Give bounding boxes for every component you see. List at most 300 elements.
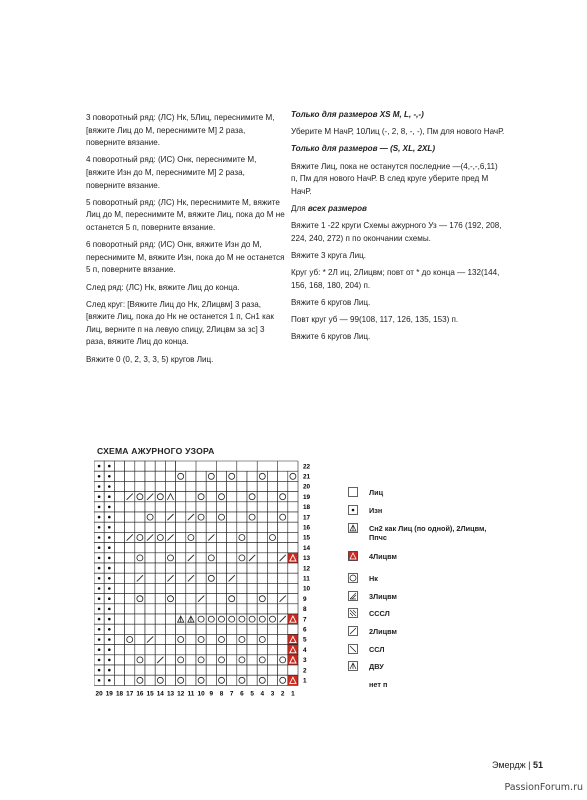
square-dot-icon: [348, 505, 358, 515]
chart-cell: [94, 502, 104, 512]
legend-label: Сн2 как Лиц (по одной), 2Лицвм, Ппчс: [369, 524, 487, 542]
chart-cell: [104, 614, 114, 624]
chart-cell: [267, 481, 277, 491]
chart-cell: [227, 573, 237, 583]
chart-cell: [155, 543, 165, 553]
chart-cell: [94, 655, 104, 665]
chart-cell: [278, 481, 288, 491]
chart-cell: [247, 675, 257, 685]
chart-cell: [227, 583, 237, 593]
chart-cell: [196, 481, 206, 491]
column-label: 9: [209, 690, 214, 698]
chart-cell: [125, 675, 135, 685]
chart-cell: [176, 634, 186, 644]
chart-cell: [237, 512, 247, 522]
chart-cell: [267, 594, 277, 604]
row-label: 8: [303, 606, 307, 614]
chart-cell: [145, 604, 155, 614]
chart-cell: [94, 553, 104, 563]
chart-cell: [155, 655, 165, 665]
chart-cell: [257, 665, 267, 675]
chart-cell: [155, 492, 165, 502]
chart-cell: [155, 594, 165, 604]
chart-cell: [114, 522, 124, 532]
chart-cell: [278, 573, 288, 583]
chart-cell: [114, 471, 124, 481]
chart-cell: [165, 634, 175, 644]
legend-label: Нк: [369, 574, 378, 583]
chart-cell: [278, 512, 288, 522]
chart-cell: [176, 645, 186, 655]
chart-cell: [186, 614, 196, 624]
chart-cell: [125, 481, 135, 491]
chart-cell: [104, 594, 114, 604]
chart-cell: [247, 553, 257, 563]
chart-cell: [288, 675, 298, 685]
chart-cell: [196, 614, 206, 624]
chart-cell: [165, 522, 175, 532]
chart-cell: [125, 655, 135, 665]
row-label: 18: [303, 504, 311, 512]
chart-cell: [278, 675, 288, 685]
chart-cell: [135, 471, 145, 481]
chart-cell: [227, 522, 237, 532]
chart-cell: [135, 573, 145, 583]
chart-cell: [216, 634, 226, 644]
lace-pattern-chart: [94, 458, 322, 706]
chart-cell: [145, 461, 155, 471]
chart-cell: [206, 471, 216, 481]
chart-cell: [176, 512, 186, 522]
chart-cell: [206, 502, 216, 512]
column-label: 17: [126, 690, 134, 698]
chart-cell: [125, 492, 135, 502]
chart-cell: [125, 645, 135, 655]
chart-cell: [104, 573, 114, 583]
chart-cell: [196, 624, 206, 634]
chart-cell: [216, 563, 226, 573]
chart-cell: [176, 492, 186, 502]
column-label: 5: [250, 690, 254, 698]
chart-cell: [114, 665, 124, 675]
chart-cell: [278, 471, 288, 481]
chart-cell: [267, 645, 277, 655]
dvu-icon: [348, 661, 358, 671]
chart-cell: [288, 634, 298, 644]
chart-cell: [206, 512, 216, 522]
row-label: 15: [303, 534, 311, 542]
chart-cell: [135, 522, 145, 532]
chart-cell: [186, 471, 196, 481]
column-label: 3: [270, 690, 275, 698]
chart-cell: [104, 543, 114, 553]
legend-label: 4Лицвм: [369, 552, 397, 561]
chart-cell: [165, 502, 175, 512]
chart-cell: [135, 532, 145, 542]
chart-cell: [267, 512, 277, 522]
chart-cell: [267, 655, 277, 665]
chart-cell: [176, 583, 186, 593]
chart-cell: [237, 675, 247, 685]
chart-cell: [216, 675, 226, 685]
section-heading: Только для размеров XS M, L, -,-): [291, 110, 424, 119]
chart-cell: [267, 665, 277, 675]
chart-cell: [257, 543, 267, 553]
chart-cell: [196, 604, 206, 614]
triangle-red-icon: [348, 551, 358, 561]
chart-cell: [288, 543, 298, 553]
chart-cell: [145, 573, 155, 583]
chart-cell: [104, 655, 114, 665]
row-label: 7: [303, 616, 307, 624]
chart-cell: [257, 655, 267, 665]
chart-cell: [104, 492, 114, 502]
chart-cell: [247, 573, 257, 583]
chart-cell: [247, 522, 257, 532]
chart-cell: [196, 594, 206, 604]
chart-cell: [104, 461, 114, 471]
chart-cell: [227, 481, 237, 491]
paragraph: Круг уб: * 2Л иц, 2Лицвм; повт от * до конца — 132(144, 156, 168, 180, 204) п.: [291, 268, 500, 290]
chart-cell: [216, 645, 226, 655]
chart-cell: [237, 553, 247, 563]
chart-cell: [227, 471, 237, 481]
chart-cell: [278, 594, 288, 604]
chart-cell: [206, 655, 216, 665]
chart-cell: [257, 634, 267, 644]
chart-cell: [165, 512, 175, 522]
chart-cell: [257, 502, 267, 512]
chart-cell: [206, 665, 216, 675]
chart-cell: [104, 522, 114, 532]
chart-cell: [176, 553, 186, 563]
heading-emphasis: всех размеров: [307, 203, 367, 213]
chart-cell: [186, 543, 196, 553]
chart-cell: [145, 614, 155, 624]
chart-cell: [206, 583, 216, 593]
chart-cell: [135, 502, 145, 512]
paragraph: 5 поворотный ряд: (ЛС) Нк, переснимите М, вяжите Лиц до М, переснимите М, вяжите Лиц, пока до М не останется 5 п, поверните вязание.: [86, 197, 285, 232]
chart-cell: [237, 634, 247, 644]
chart-title: СХЕМА АЖУРНОГО УЗОРА: [97, 446, 215, 456]
chart-cell: [94, 461, 104, 471]
paragraph: Вяжите 6 кругов Лиц.: [291, 297, 371, 307]
chart-cell: [216, 624, 226, 634]
chart-cell: [257, 471, 267, 481]
chart-cell: [237, 645, 247, 655]
chart-cell: [288, 492, 298, 502]
chart-cell: [237, 481, 247, 491]
chart-cell: [227, 665, 237, 675]
triangle-outline-icon: [348, 523, 358, 533]
chart-cell: [155, 471, 165, 481]
column-label: 11: [187, 690, 195, 698]
legend-label: ДВУ: [369, 662, 384, 671]
row-label: 2: [303, 667, 307, 675]
chart-cell: [155, 583, 165, 593]
chart-cell: [125, 522, 135, 532]
chart-cell: [216, 502, 226, 512]
chart-cell: [114, 594, 124, 604]
chart-cell: [135, 583, 145, 593]
chart-cell: [216, 553, 226, 563]
chart-cell: [257, 583, 267, 593]
chart-cell: [176, 665, 186, 675]
chart-cell: [288, 655, 298, 665]
chart-cell: [196, 573, 206, 583]
chart-cell: [114, 614, 124, 624]
chart-cell: [125, 553, 135, 563]
chart-cell: [186, 604, 196, 614]
chart-cell: [267, 492, 277, 502]
chart-cell: [114, 655, 124, 665]
chart-cell: [135, 645, 145, 655]
watermark: PassionForum.ru: [504, 782, 583, 793]
chart-cell: [125, 471, 135, 481]
chart-cell: [145, 624, 155, 634]
chart-cell: [104, 675, 114, 685]
chart-cell: [145, 532, 155, 542]
chart-cell: [288, 471, 298, 481]
row-label: 9: [303, 595, 307, 603]
chart-cell: [206, 624, 216, 634]
chart-cell: [94, 614, 104, 624]
chart-cell: [267, 502, 277, 512]
chart-cell: [267, 573, 277, 583]
chart-cell: [247, 471, 257, 481]
chart-cell: [267, 553, 277, 563]
chart-cell: [135, 543, 145, 553]
chart-cell: [165, 655, 175, 665]
chart-cell: [216, 594, 226, 604]
chart-cell: [104, 634, 114, 644]
row-label: 17: [303, 514, 311, 522]
chart-cell: [155, 502, 165, 512]
chart-cell: [186, 532, 196, 542]
chart-cell: [288, 614, 298, 624]
chart-cell: [145, 563, 155, 573]
chart-cell: [186, 522, 196, 532]
column-label: 14: [156, 690, 164, 698]
chart-cell: [186, 655, 196, 665]
chart-cell: [94, 583, 104, 593]
chart-cell: [145, 481, 155, 491]
chart-cell: [114, 604, 124, 614]
chart-cell: [196, 553, 206, 563]
chart-cell: [94, 675, 104, 685]
chart-cell: [176, 471, 186, 481]
chart-cell: [186, 573, 196, 583]
chart-cell: [186, 502, 196, 512]
chart-cell: [278, 583, 288, 593]
chart-cell: [104, 502, 114, 512]
chart-cell: [125, 604, 135, 614]
chart-cell: [196, 563, 206, 573]
chart-cell: [155, 522, 165, 532]
chart-cell: [155, 553, 165, 563]
row-label: 13: [303, 555, 311, 563]
chart-cell: [145, 665, 155, 675]
chart-cell: [135, 655, 145, 665]
chart-cell: [288, 573, 298, 583]
chart-cell: [114, 634, 124, 644]
chart-cell: [257, 675, 267, 685]
chart-cell: [155, 573, 165, 583]
legend-label: ССЛ: [369, 645, 385, 654]
chart-cell: [257, 522, 267, 532]
chart-cell: [196, 655, 206, 665]
chart-cell: [145, 553, 155, 563]
chart-cell: [237, 594, 247, 604]
chart-cell: [94, 634, 104, 644]
chart-cell: [206, 522, 216, 532]
chart-cell: [288, 665, 298, 675]
chart-cell: [288, 604, 298, 614]
chart-cell: [267, 563, 277, 573]
chart-cell: [165, 553, 175, 563]
chart-cell: [247, 665, 257, 675]
right-text-column: [291, 109, 506, 348]
paragraph: Вяжите Лиц, пока не останутся последние —(4,-,-,6,11) п, Пм для нового НачР. В след круге уберите пред М НачР.: [291, 161, 498, 196]
chart-cell: [288, 553, 298, 563]
row-label: 3: [303, 657, 307, 665]
chart-cell: [94, 624, 104, 634]
chart-cell: [165, 624, 175, 634]
chart-cell: [267, 614, 277, 624]
chart-cell: [125, 594, 135, 604]
chart-cell: [176, 614, 186, 624]
chart-cell: [165, 471, 175, 481]
chart-cell: [145, 492, 155, 502]
chart-cell: [278, 553, 288, 563]
chart-cell: [125, 573, 135, 583]
section-heading: [291, 203, 506, 216]
chart-cell: [155, 614, 165, 624]
chart-cell: [165, 665, 175, 675]
chart-cell: [206, 645, 216, 655]
chart-cell: [94, 471, 104, 481]
paragraph: След ряд: (ЛС) Нк, вяжите Лиц до конца.: [86, 282, 240, 292]
paragraph: Вяжите 6 кругов Лиц.: [291, 332, 371, 342]
chart-cell: [247, 543, 257, 553]
chart-cell: [155, 634, 165, 644]
chart-cell: [104, 553, 114, 563]
paragraph: Вяжите 0 (0, 2, 3, 3, 5) кругов Лиц.: [86, 354, 214, 364]
chart-cell: [145, 543, 155, 553]
row-label: 21: [303, 473, 311, 481]
column-label: 8: [219, 690, 224, 698]
chart-cell: [114, 675, 124, 685]
chart-cell: [186, 553, 196, 563]
chart-cell: [257, 604, 267, 614]
chart-cell: [196, 645, 206, 655]
chart-cell: [237, 563, 247, 573]
chart-cell: [288, 512, 298, 522]
row-label: 14: [303, 544, 311, 552]
chart-cell: [155, 532, 165, 542]
chart-cell: [165, 563, 175, 573]
chart-cell: [125, 512, 135, 522]
chart-cell: [216, 512, 226, 522]
chart-cell: [216, 532, 226, 542]
triple-right-icon: [348, 591, 358, 601]
chart-cell: [206, 532, 216, 542]
chart-cell: [227, 553, 237, 563]
chart-cell: [165, 594, 175, 604]
chart-cell: [104, 563, 114, 573]
chart-cell: [176, 675, 186, 685]
chart-cell: [155, 481, 165, 491]
page-number: 51: [532, 760, 543, 770]
chart-cell: [145, 634, 155, 644]
chart-cell: [114, 512, 124, 522]
chart-cell: [237, 665, 247, 675]
chart-cell: [165, 645, 175, 655]
chart-cell: [196, 665, 206, 675]
chart-cell: [196, 512, 206, 522]
chart-cell: [165, 573, 175, 583]
chart-cell: [227, 614, 237, 624]
chart-cell: [186, 645, 196, 655]
chart-cell: [176, 655, 186, 665]
chart-cell: [196, 502, 206, 512]
chart-cell: [135, 604, 145, 614]
column-label: 15: [146, 690, 154, 698]
chart-cell: [94, 573, 104, 583]
chart-cell: [196, 543, 206, 553]
chart-cell: [206, 675, 216, 685]
chart-cell: [165, 492, 175, 502]
chart-cell: [125, 634, 135, 644]
chart-cell: [186, 563, 196, 573]
chart-cell: [227, 655, 237, 665]
chart-cell: [145, 502, 155, 512]
chart-cell: [216, 522, 226, 532]
chart-cell: [165, 675, 175, 685]
chart-cell: [267, 634, 277, 644]
chart-cell: [237, 543, 247, 553]
chart-cell: [216, 573, 226, 583]
chart-cell: [145, 675, 155, 685]
paragraph: Повт круг уб — 99(108, 117, 126, 135, 153) п.: [291, 315, 459, 325]
chart-cell: [104, 624, 114, 634]
chart-cell: [247, 512, 257, 522]
chart-cell: [125, 665, 135, 675]
chart-cell: [267, 543, 277, 553]
chart-cell: [247, 614, 257, 624]
chart-cell: [114, 492, 124, 502]
chart-cell: [267, 604, 277, 614]
chart-cell: [206, 492, 216, 502]
chart-cell: [94, 604, 104, 614]
legend-label: нет п: [369, 680, 388, 689]
chart-cell: [155, 461, 165, 471]
chart-cell: [125, 532, 135, 542]
chart-cell: [216, 583, 226, 593]
chart-cell: [125, 624, 135, 634]
chart-cell: [114, 461, 124, 471]
chart-cell: [227, 634, 237, 644]
chart-cell: [247, 624, 257, 634]
chart-cell: [247, 645, 257, 655]
chart-cell: [114, 624, 124, 634]
chart-cell: [227, 492, 237, 502]
chart-cell: [114, 543, 124, 553]
row-label: 19: [303, 493, 311, 501]
chart-cell: [176, 573, 186, 583]
chart-cell: [237, 573, 247, 583]
chart-cell: [94, 594, 104, 604]
